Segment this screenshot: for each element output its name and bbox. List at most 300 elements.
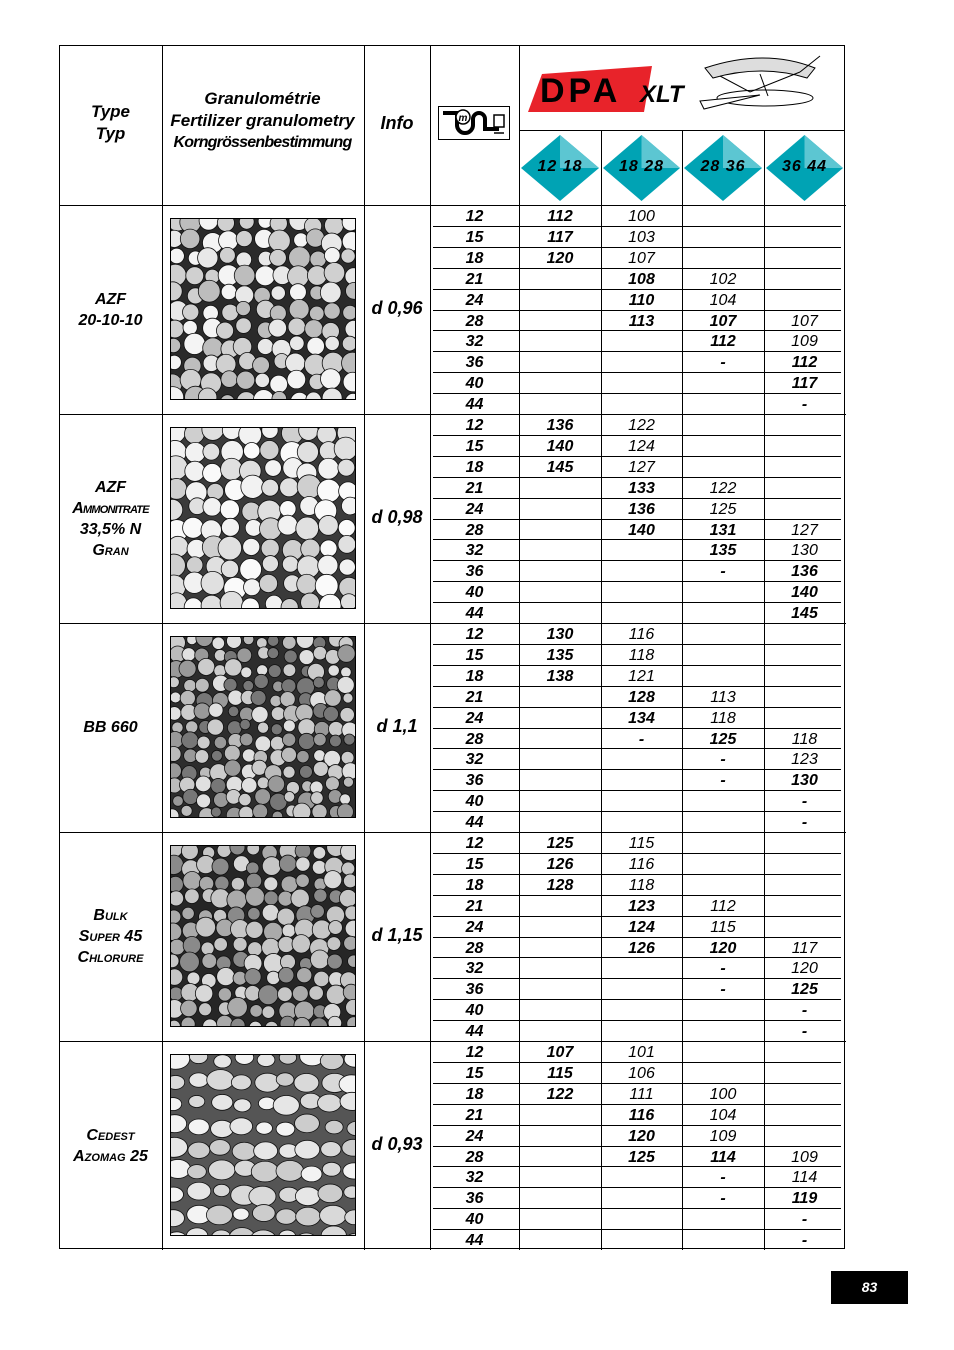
value-cell <box>764 897 845 917</box>
value-cell: 130 <box>791 772 818 790</box>
value-cell <box>764 1106 845 1126</box>
fertilizer-photo <box>170 1054 356 1236</box>
row-divider <box>433 477 841 478</box>
range-header-0 <box>519 131 601 205</box>
fertilizer-type-line: 33,5% N <box>79 520 142 538</box>
row-divider <box>433 498 841 499</box>
wing-setting-cell: 40 <box>465 584 484 602</box>
value-cell: - <box>801 814 808 832</box>
wing-setting-cell: 44 <box>465 396 484 414</box>
value-cell <box>764 1064 845 1084</box>
value-cell <box>601 980 682 1000</box>
value-cell <box>519 353 601 373</box>
value-cell: 128 <box>628 688 655 706</box>
value-cell: - <box>720 1190 726 1208</box>
value-cell: 124 <box>628 437 655 455</box>
value-cell <box>764 1085 845 1105</box>
section-divider <box>60 832 846 833</box>
value-cell <box>764 437 845 457</box>
value-cell <box>519 1022 601 1042</box>
value-cell: 112 <box>547 208 573 225</box>
fertilizer-photo <box>170 845 356 1027</box>
header-granulometry-de: Korngrössenbestimmung <box>173 134 352 151</box>
row-divider <box>433 999 841 1000</box>
value-cell <box>519 500 601 520</box>
dpa-xlt-logo <box>520 46 845 130</box>
value-cell: 117 <box>791 939 818 957</box>
value-cell <box>601 1022 682 1042</box>
value-cell: 113 <box>628 312 655 330</box>
value-cell: 123 <box>791 751 818 769</box>
wing-setting-cell: 40 <box>465 1211 484 1229</box>
fertilizer-type-line: AZF <box>94 290 127 308</box>
fertilizer-type <box>60 477 161 561</box>
value-cell: 112 <box>710 333 736 351</box>
value-cell <box>519 479 601 499</box>
row-divider <box>433 916 841 917</box>
value-cell: 113 <box>710 688 736 706</box>
row-divider <box>433 769 841 770</box>
value-cell <box>682 228 764 248</box>
value-cell <box>682 1231 764 1251</box>
row-divider <box>433 1020 841 1021</box>
value-cell: 117 <box>547 228 573 246</box>
value-cell: 140 <box>546 437 574 455</box>
value-cell <box>519 1231 601 1251</box>
wing-setting-cell: 32 <box>465 333 484 351</box>
value-cell: - <box>801 1232 808 1250</box>
value-cell <box>682 876 764 896</box>
value-cell: 140 <box>628 521 655 539</box>
wing-setting-cell: 12 <box>465 1044 484 1061</box>
value-cell: 109 <box>791 333 818 351</box>
wing-setting-cell: 28 <box>465 521 484 539</box>
value-cell <box>601 1168 682 1188</box>
wing-setting-cell: 15 <box>465 437 484 455</box>
wing-setting-cell: 40 <box>465 793 484 811</box>
value-cell <box>519 291 601 311</box>
column-divider <box>430 46 431 1250</box>
value-cell: 114 <box>791 1169 818 1187</box>
value-cell <box>682 374 764 394</box>
wing-setting-cell: 40 <box>465 1002 484 1020</box>
logo-divider <box>519 130 845 131</box>
value-cell <box>682 625 764 645</box>
fertilizer-type-line: Cedest <box>86 1126 135 1144</box>
value-cell: 108 <box>628 270 655 288</box>
wing-setting-cell: 12 <box>465 208 484 225</box>
row-divider <box>433 581 841 582</box>
value-cell <box>519 709 601 729</box>
wing-setting-cell: 24 <box>465 1127 484 1145</box>
value-cell <box>764 688 845 708</box>
row-divider <box>433 602 841 603</box>
value-cell: 107 <box>791 312 818 330</box>
value-cell <box>601 750 682 770</box>
value-cell: 130 <box>546 626 574 643</box>
value-cell: 114 <box>710 1148 736 1166</box>
value-cell <box>682 583 764 603</box>
value-cell <box>682 792 764 812</box>
value-cell: 121 <box>628 667 655 685</box>
row-divider <box>433 1187 841 1188</box>
wing-setting-cell: 44 <box>465 1232 484 1250</box>
row-divider <box>433 790 841 791</box>
fertilizer-type-line: Super 45 <box>78 928 143 945</box>
row-divider <box>433 644 841 645</box>
header-type <box>60 101 161 145</box>
value-cell <box>519 980 601 1000</box>
value-cell: 125 <box>709 730 737 748</box>
range-label: 18 28 <box>618 158 665 175</box>
value-cell: 145 <box>546 458 574 476</box>
value-cell <box>519 730 601 750</box>
wing-setting-cell: 28 <box>465 730 484 748</box>
wing-setting-cell: 36 <box>465 1190 484 1208</box>
value-cell <box>601 353 682 373</box>
value-cell <box>682 667 764 687</box>
row-divider <box>433 372 841 373</box>
density-info: d 1,15 <box>371 924 423 945</box>
value-cell: 109 <box>791 1148 818 1166</box>
value-cell: - <box>801 1023 808 1041</box>
fertilizer-type-line: AZF <box>94 478 127 496</box>
wing-setting-cell: 12 <box>465 417 484 434</box>
value-cell <box>519 1001 601 1021</box>
row-divider <box>433 1166 841 1167</box>
value-cell: 127 <box>791 521 818 539</box>
value-cell <box>601 332 682 352</box>
wing-setting-cell: 12 <box>465 835 484 852</box>
fertilizer-type-line: Bulk <box>93 907 128 924</box>
value-cell: 112 <box>791 354 818 372</box>
value-cell: 128 <box>546 876 574 894</box>
wing-setting-cell: 44 <box>465 1023 484 1041</box>
wing-setting-cell: 24 <box>465 918 484 936</box>
value-cell <box>519 541 601 561</box>
value-cell <box>764 479 845 499</box>
row-divider <box>433 937 841 938</box>
wing-setting-cell: 32 <box>465 751 484 769</box>
row-divider <box>433 957 841 958</box>
fertilizer-photo <box>170 427 356 609</box>
value-cell: 125 <box>546 835 574 852</box>
value-cell <box>682 1043 764 1063</box>
value-cell <box>764 270 845 290</box>
value-cell: - <box>801 1002 808 1020</box>
wing-setting-cell: 15 <box>465 855 484 873</box>
row-divider <box>433 748 841 749</box>
wing-setting-cell: 21 <box>465 897 484 915</box>
wing-setting-cell: 40 <box>465 375 484 393</box>
value-cell: - <box>720 354 726 372</box>
value-cell <box>519 1148 601 1168</box>
wing-setting-cell: 36 <box>465 772 484 790</box>
row-divider <box>433 1146 841 1147</box>
row-divider <box>433 456 841 457</box>
value-cell <box>682 604 764 624</box>
row-divider <box>433 1083 841 1084</box>
value-cell <box>519 750 601 770</box>
row-divider <box>433 665 841 666</box>
fertilizer-type-line: Gran <box>92 541 129 559</box>
row-divider <box>433 435 841 436</box>
fertilizer-photo <box>170 218 356 400</box>
row-divider <box>433 1125 841 1126</box>
value-cell <box>601 1001 682 1021</box>
value-cell: 116 <box>628 855 655 873</box>
value-cell <box>519 332 601 352</box>
value-cell: 116 <box>628 1106 655 1124</box>
fertilizer-settings-table <box>59 45 845 1249</box>
value-cell <box>682 458 764 478</box>
value-cell: 130 <box>791 542 818 560</box>
row-divider <box>433 811 841 812</box>
density-info: d 0,93 <box>371 1133 423 1154</box>
value-cell: 110 <box>628 291 655 309</box>
value-cell: 123 <box>628 897 655 915</box>
wing-setting-cell: 18 <box>465 1085 484 1103</box>
value-cell: - <box>720 981 726 999</box>
row-divider <box>433 728 841 729</box>
row-divider <box>433 268 841 269</box>
range-header-2 <box>682 131 764 205</box>
header-type-fr: Type <box>90 102 131 121</box>
row-divider <box>433 853 841 854</box>
spreader-drawing-icon <box>700 56 820 109</box>
value-cell <box>519 939 601 959</box>
row-divider <box>433 519 841 520</box>
value-cell: 136 <box>546 417 574 434</box>
value-cell: 100 <box>628 208 655 225</box>
value-cell: 126 <box>546 855 574 873</box>
wing-setting-cell: 44 <box>465 814 484 832</box>
value-cell: - <box>720 1169 726 1187</box>
value-cell: - <box>801 396 808 414</box>
value-cell: 118 <box>628 876 655 894</box>
row-divider <box>433 1229 841 1230</box>
value-cell: 126 <box>628 939 655 957</box>
header-granulometry-fr: Granulométrie <box>204 89 321 108</box>
value-cell <box>601 1189 682 1209</box>
wing-setting-cell: 18 <box>465 667 484 685</box>
section-divider <box>60 623 846 624</box>
value-cell: 131 <box>709 521 737 539</box>
value-cell: 116 <box>628 626 655 643</box>
value-cell: 112 <box>710 897 736 915</box>
value-cell: 119 <box>791 1190 818 1208</box>
range-header-1 <box>601 131 682 205</box>
value-cell <box>682 813 764 833</box>
row-divider <box>433 874 841 875</box>
value-cell: 122 <box>628 417 655 434</box>
wing-setting-cell: 18 <box>465 876 484 894</box>
value-cell <box>764 291 845 311</box>
value-cell <box>519 270 601 290</box>
value-cell: 115 <box>547 1064 573 1082</box>
row-divider <box>433 978 841 979</box>
header-type-de: Typ <box>95 124 126 143</box>
value-cell <box>682 646 764 666</box>
wing-setting-cell: 18 <box>465 458 484 476</box>
row-divider <box>433 310 841 311</box>
value-cell <box>682 1022 764 1042</box>
row-divider <box>433 539 841 540</box>
value-cell: 138 <box>546 667 574 685</box>
fertilizer-type <box>60 1125 161 1167</box>
wing-setting-cell: 36 <box>465 354 484 372</box>
page-number: 83 <box>831 1271 908 1304</box>
value-cell <box>764 918 845 938</box>
value-cell <box>764 416 845 436</box>
row-divider <box>433 686 841 687</box>
value-cell: 122 <box>546 1085 574 1103</box>
value-cell <box>764 249 845 269</box>
value-cell: 115 <box>710 918 736 936</box>
wing-setting-cell: 21 <box>465 688 484 706</box>
value-cell <box>682 1001 764 1021</box>
value-cell: 127 <box>628 458 655 476</box>
wing-setting-cell: 44 <box>465 605 484 623</box>
header-granulometry-en: Fertilizer granulometry <box>170 111 355 130</box>
wing-setting-cell: 24 <box>465 500 484 518</box>
value-cell <box>601 771 682 791</box>
range-label: 36 44 <box>781 158 828 175</box>
row-divider <box>433 393 841 394</box>
fertilizer-type-line: Ammonitrate <box>72 499 149 517</box>
value-cell: 122 <box>709 479 737 497</box>
value-cell <box>764 876 845 896</box>
value-cell <box>682 855 764 875</box>
value-cell <box>682 1064 764 1084</box>
density-info: d 0,98 <box>371 506 423 527</box>
value-cell <box>601 959 682 979</box>
row-divider <box>433 289 841 290</box>
value-cell: - <box>720 960 726 978</box>
column-divider <box>162 46 163 1250</box>
section-divider <box>60 1041 846 1042</box>
fertilizer-type-line: BB 660 <box>83 719 138 736</box>
value-cell <box>519 374 601 394</box>
value-cell: 107 <box>709 312 737 330</box>
value-cell: 125 <box>709 500 737 518</box>
value-cell <box>519 813 601 833</box>
svg-text:m: m <box>458 113 468 124</box>
value-cell <box>519 604 601 624</box>
wing-setting-cell: 36 <box>465 981 484 999</box>
value-cell: 125 <box>628 1148 655 1166</box>
header-divider <box>60 205 846 206</box>
value-cell: 106 <box>628 1064 655 1082</box>
value-cell <box>601 374 682 394</box>
value-cell <box>601 395 682 415</box>
wing-setting-cell: 24 <box>465 291 484 309</box>
value-cell <box>519 1168 601 1188</box>
value-cell: 135 <box>546 646 574 664</box>
wing-setting-cell: 28 <box>465 939 484 957</box>
wing-setting-cell: 15 <box>465 228 484 246</box>
value-cell <box>519 792 601 812</box>
fertilizer-type-line: 20-10-10 <box>78 311 143 329</box>
fertilizer-type <box>60 905 161 968</box>
value-cell <box>764 1127 845 1147</box>
value-cell: 111 <box>629 1085 654 1103</box>
value-cell: 118 <box>628 646 655 664</box>
value-cell: - <box>801 793 808 811</box>
value-cell: 120 <box>546 249 574 267</box>
row-divider <box>433 351 841 352</box>
value-cell: 101 <box>628 1044 655 1061</box>
value-cell: 124 <box>628 918 655 936</box>
row-divider <box>433 226 841 227</box>
value-cell: 135 <box>709 542 737 560</box>
value-cell <box>764 500 845 520</box>
density-info: d 1,1 <box>376 715 418 736</box>
value-cell: 145 <box>791 605 818 623</box>
value-cell: 107 <box>628 249 655 267</box>
value-cell <box>519 562 601 582</box>
value-cell: - <box>720 563 726 581</box>
value-cell <box>519 395 601 415</box>
value-cell <box>519 1127 601 1147</box>
value-cell: 117 <box>791 375 818 393</box>
value-cell: 136 <box>628 500 655 518</box>
value-cell <box>764 646 845 666</box>
value-cell: 118 <box>710 709 736 727</box>
value-cell <box>519 771 601 791</box>
section-divider <box>60 414 846 415</box>
fertilizer-type-line: Azomag 25 <box>73 1147 148 1165</box>
value-cell <box>519 521 601 541</box>
value-cell <box>601 562 682 582</box>
fertilizer-type <box>60 289 161 331</box>
wing-setting-cell: 12 <box>465 626 484 643</box>
value-cell: 109 <box>709 1127 737 1145</box>
value-cell <box>682 395 764 415</box>
value-cell <box>519 918 601 938</box>
value-cell: 104 <box>709 1106 737 1124</box>
value-cell: - <box>720 751 726 769</box>
value-cell <box>601 1231 682 1251</box>
value-cell: 134 <box>628 709 655 727</box>
column-divider <box>364 46 365 1250</box>
spreader-setting-icon <box>438 106 510 140</box>
value-cell <box>764 625 845 645</box>
value-cell: 133 <box>628 479 655 497</box>
value-cell <box>601 583 682 603</box>
value-cell <box>682 1210 764 1230</box>
value-cell <box>764 834 845 854</box>
wing-setting-cell: 32 <box>465 960 484 978</box>
wing-setting-cell: 32 <box>465 1169 484 1187</box>
value-cell <box>682 249 764 269</box>
row-divider <box>433 895 841 896</box>
value-cell: - <box>801 1211 808 1229</box>
value-cell: - <box>638 730 645 748</box>
value-cell <box>682 437 764 457</box>
row-divider <box>433 247 841 248</box>
wing-setting-cell: 15 <box>465 1064 484 1082</box>
wing-setting-cell: 32 <box>465 542 484 560</box>
value-cell <box>682 416 764 436</box>
value-cell: 140 <box>791 584 818 602</box>
value-cell: - <box>720 772 726 790</box>
wing-setting-cell: 15 <box>465 646 484 664</box>
row-divider <box>433 560 841 561</box>
header-granulometry <box>162 88 363 154</box>
value-cell <box>519 1210 601 1230</box>
value-cell <box>764 228 845 248</box>
